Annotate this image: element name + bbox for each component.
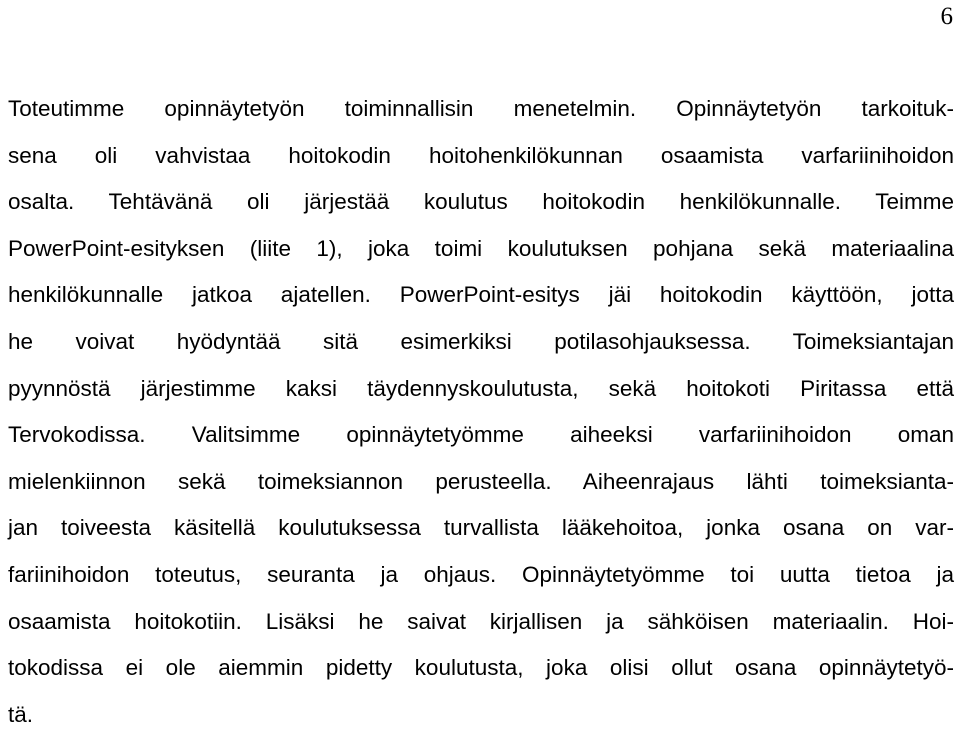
- paragraph-line: Tervokodissa. Valitsimme opinnäytetyömme aiheeksi varfariinihoidon oman: [8, 422, 954, 448]
- paragraph-line: Toteutimme opinnäytetyön toiminnallisin menetelmin. Opinnäytetyön tarkoituk-: [8, 96, 954, 121]
- paragraph-line: pyynnöstä järjestimme kaksi täydennyskoulutusta, sekä hoitokoti Piritassa että: [8, 375, 954, 401]
- paragraph-line: henkilökunnalle jatkoa ajatellen. PowerPoint-esitys jäi hoitokodin käyttöön, jotta: [8, 282, 954, 308]
- paragraph-line: PowerPoint-esityksen (liite 1), joka toimi koulutuksen pohjana sekä materiaalina: [8, 235, 954, 261]
- paragraph-line: osalta. Tehtävänä oli järjestää koulutus hoitokodin henkilökunnalle. Teimme: [8, 189, 954, 215]
- paragraph-line: mielenkiinnon sekä toimeksiannon perusteella. Aiheenrajaus lähti toimeksianta-: [8, 468, 954, 494]
- page-number: 6: [940, 3, 953, 30]
- paragraph-line: he voivat hyödyntää sitä esimerkiksi potilasohjauksessa. Toimeksiantajan: [8, 328, 954, 354]
- paragraph-line: fariinihoidon toteutus, seuranta ja ohjaus. Opinnäytetyömme toi uutta tietoa ja: [8, 561, 954, 587]
- paragraph-line: osaamista hoitokotiin. Lisäksi he saivat kirjallisen ja sähköisen materiaalin. Hoi-: [8, 608, 954, 634]
- paragraph-line: sena oli vahvistaa hoitokodin hoitohenkilökunnan osaamista varfariinihoidon: [8, 142, 954, 168]
- body-paragraph: [8, 86, 954, 738]
- paragraph-line-last: tä.: [8, 701, 34, 727]
- paragraph-line: tokodissa ei ole aiemmin pidetty koulutusta, joka olisi ollut osana opinnäytetyö-: [8, 655, 954, 681]
- paragraph-line: jan toiveesta käsitellä koulutuksessa turvallista lääkehoitoa, jonka osana on var-: [8, 515, 954, 541]
